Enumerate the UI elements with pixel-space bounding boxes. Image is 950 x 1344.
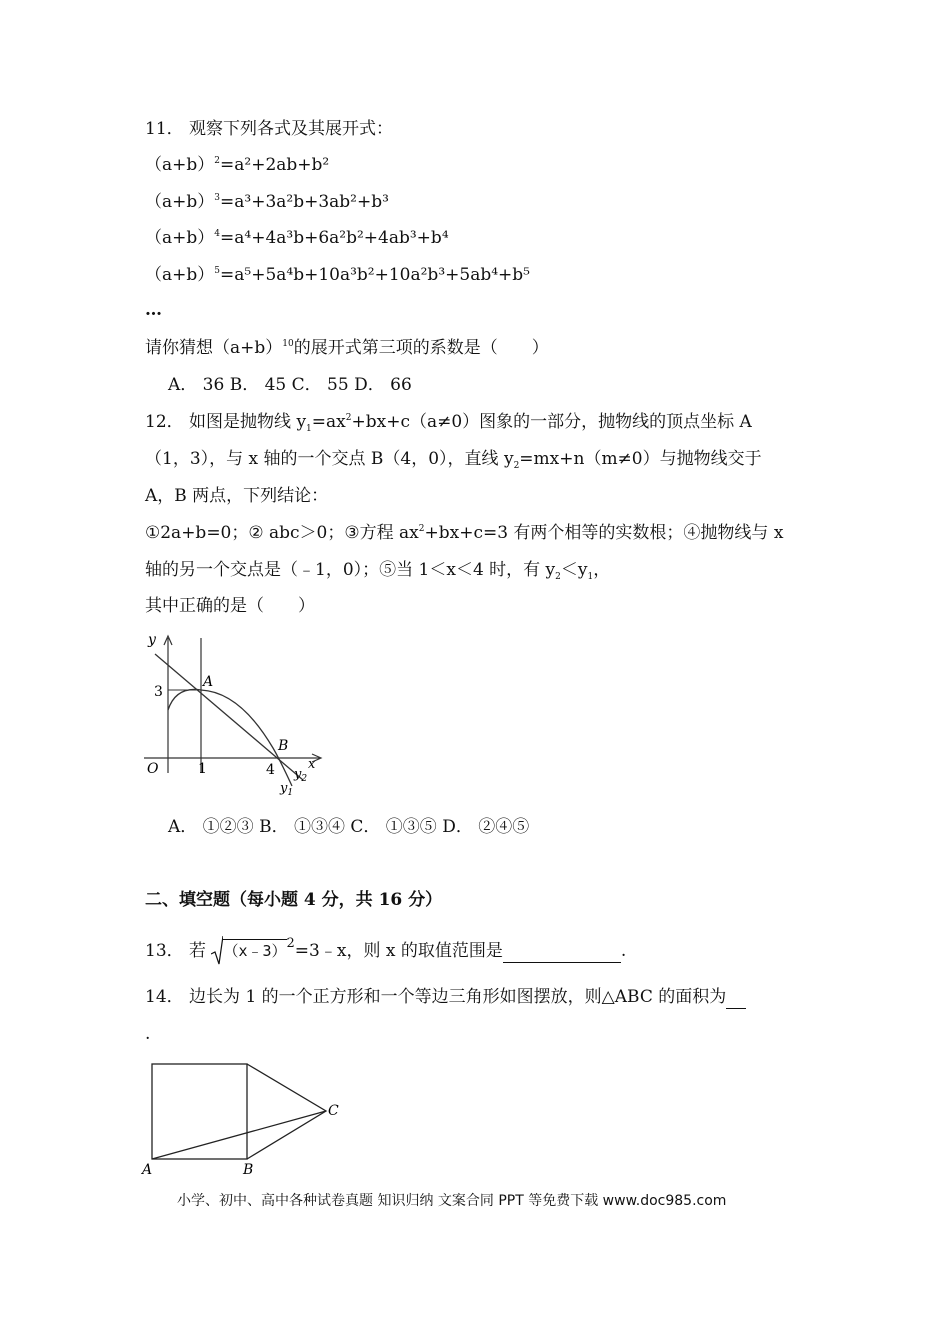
footer-text: 小学、初中、高中各种试卷真题 知识归纳 文案合同 PPT 等免费下载 www.doc985.com	[177, 1193, 727, 1209]
q13: 13． 若 （x﹣3）$^2$=3﹣x，则 x 的取值范围是 .	[145, 936, 626, 966]
line-y2	[155, 654, 303, 780]
square	[152, 1064, 247, 1159]
section-2-title: 二、填空题（每小题 4 分，共 16 分）	[145, 890, 443, 910]
label-y1: $y_1$	[280, 781, 294, 798]
q14-square-triangle-figure	[140, 1058, 350, 1178]
segment-AC	[152, 1111, 326, 1159]
label-1: 1	[198, 761, 207, 777]
q11-formula-4: $(a+b)^4=a^4+4a^3b+6a^2b^2+4ab^3+b^4$	[145, 228, 449, 248]
sqrt-expression: （x﹣3）$^2$	[211, 936, 294, 966]
q14: 14． 边长为 1 的一个正方形和一个等边三角形如图摆放，则△ABC 的面积为	[145, 986, 746, 1009]
label-x: x	[308, 757, 316, 772]
q12-line-6: 其中正确的是（ ）	[145, 596, 315, 616]
q11-title: 11． 观察下列各式及其展开式：	[145, 119, 394, 139]
sqrt-sign	[211, 936, 223, 966]
label-B: B	[243, 1162, 254, 1178]
q12-options: A． ①②③ B． ①③④ C． ①③⑤ D． ②④⑤	[168, 817, 530, 837]
q14-answer-blank[interactable]	[726, 986, 746, 1009]
q11-options: A． 36 B． 45 C． 55 D． 66	[168, 375, 412, 395]
q12-line-1: 12． 如图是抛物线 $y_1=ax^2+bx+c(a\ne 0)$图象的一部分，抛物线的顶点坐标 A	[145, 412, 752, 434]
label-4: 4	[266, 762, 275, 778]
q13-answer-blank[interactable]	[503, 940, 621, 963]
label-A: A	[203, 674, 214, 690]
q12-line-2: （1，3），与 x 轴的一个交点 B（4，0），直线 $y_2=mx+n(m\ne 0)$与抛物线交于	[145, 449, 762, 471]
q11-formula-3: $(a+b)^3=a^3+3a^2b+3ab^2+b^3$	[145, 192, 389, 212]
label-A: A	[142, 1162, 153, 1178]
label-C: C	[328, 1103, 339, 1119]
equilateral-triangle	[247, 1064, 326, 1159]
q12-line-4: ①2a+b=0；② abc＞0；③方程 $ax^2+bx+c=3$ 有两个相等的实数根；④抛物线与 x	[145, 523, 784, 543]
label-origin: O	[147, 761, 159, 777]
q14-end: .	[145, 1024, 151, 1044]
label-3: 3	[154, 684, 163, 700]
q12-line-5: 轴的另一个交点是（﹣1，0）；⑤当 1＜x＜4 时，有 $y_2<y_1$，	[145, 560, 611, 582]
q11-formula-5: $(a+b)^5=a^5+5a^4b+10a^3b^2+10a^2b^3+5ab^4+b^5$	[145, 265, 530, 285]
q12-line-3: A，B 两点，下列结论：	[145, 486, 329, 506]
q11-ellipsis: …	[145, 300, 162, 320]
label-B: B	[278, 738, 289, 754]
q11-question: 请你猜想$(a+b)^{10}$的展开式第三项的系数是（ ）	[145, 338, 549, 358]
label-y2: $y_2$	[294, 767, 308, 784]
q11-formula-2: $(a+b)^2=a^2+2ab+b^2$	[145, 155, 330, 175]
q12-parabola-graph	[140, 628, 340, 800]
label-y: y	[148, 632, 156, 648]
